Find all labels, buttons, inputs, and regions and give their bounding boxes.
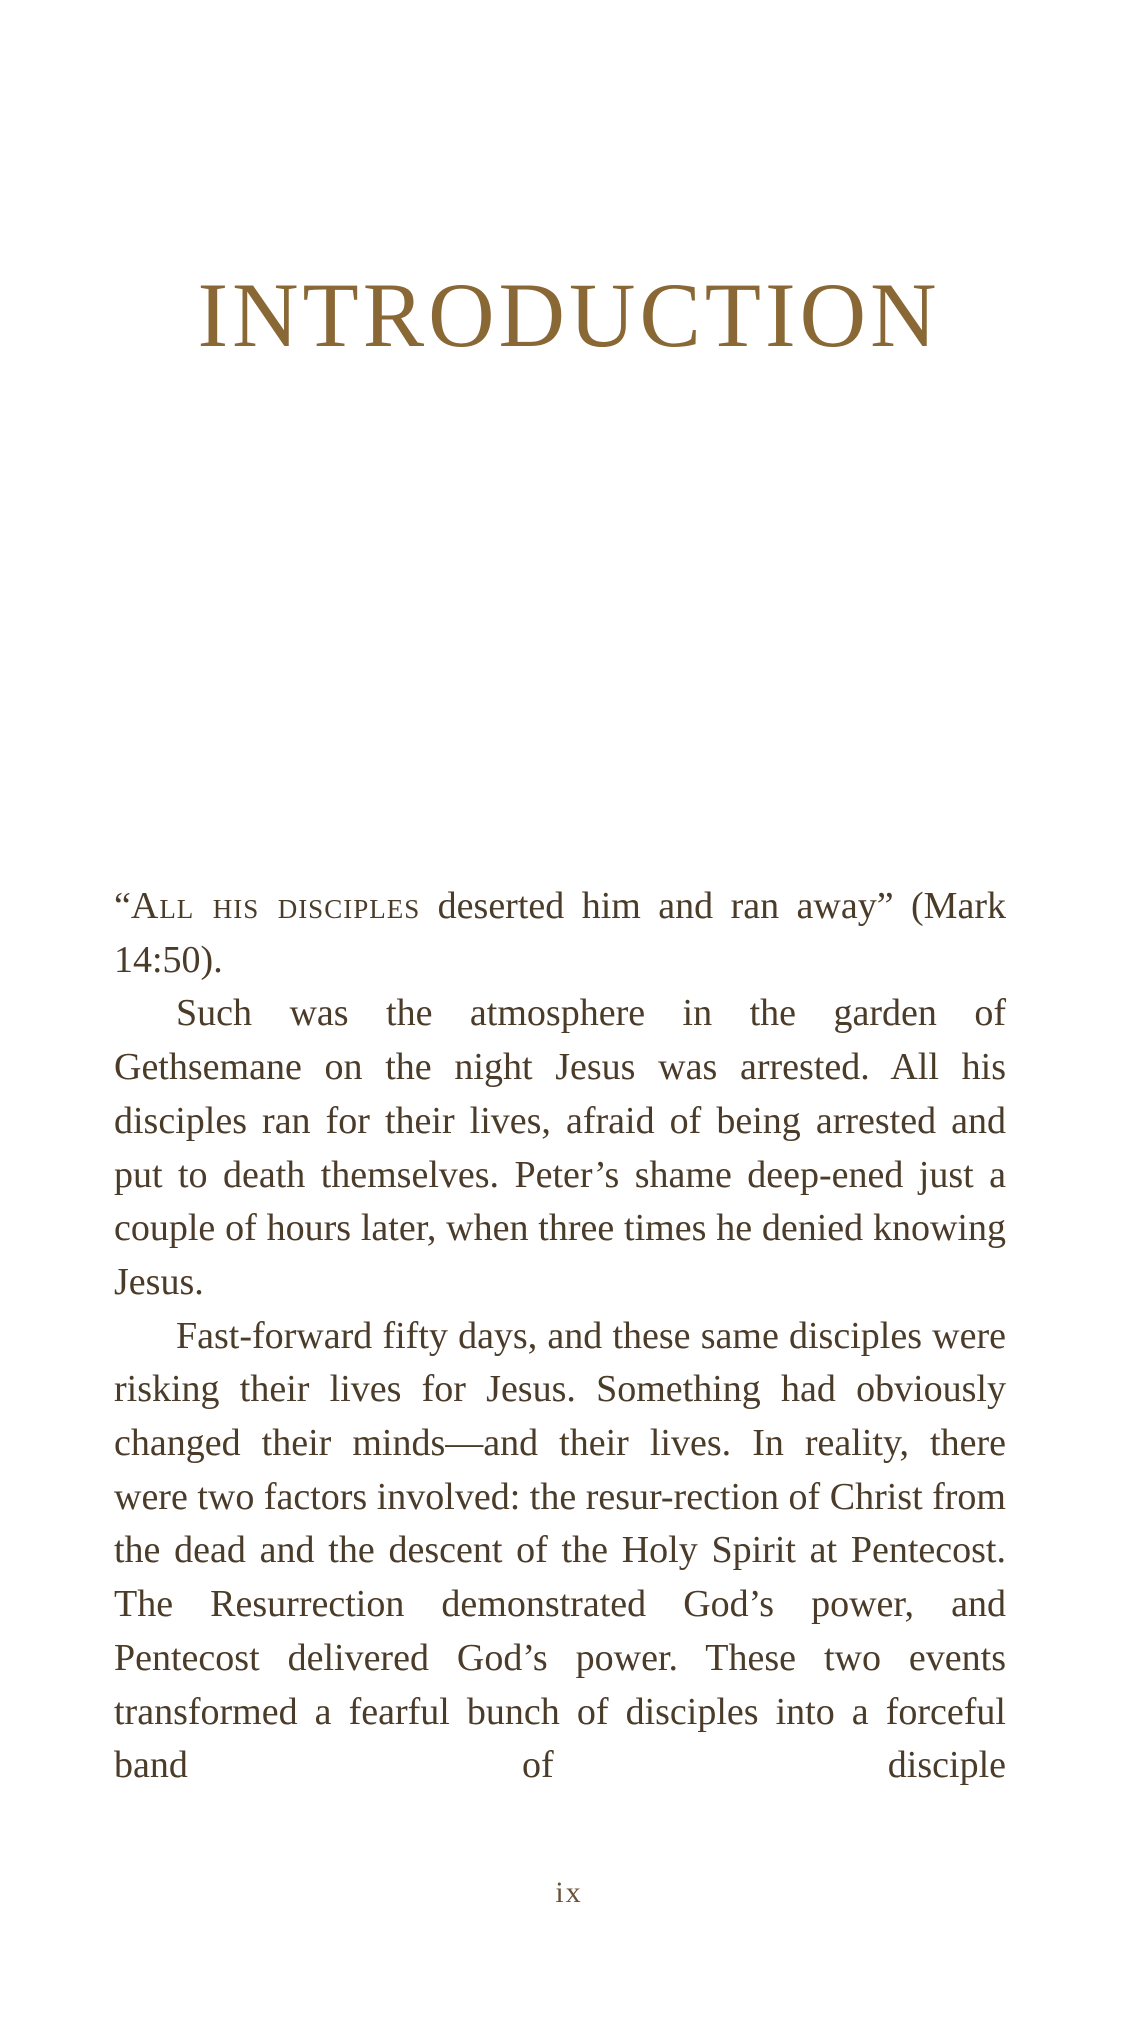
chapter-title: INTRODUCTION <box>197 264 941 366</box>
opening-quote-mark: “ <box>114 885 131 927</box>
paragraph-2: Such was the atmosphere in the garden of Gethsemane on the night Jesus was arrested. All his disciples ran for their lives, afraid of being arrested and put to death themselves. Peter’s shame deep-ened just a couple of hours later, when three times he denied knowing Jesus. <box>114 992 1006 1303</box>
paragraph-1-lead-smallcaps: All his disciples <box>130 885 421 927</box>
body-text <box>114 880 1006 1793</box>
paragraph-1-text: deserted him and ran away” (Mark 14:50). <box>114 885 1006 981</box>
paragraph-3: Fast-forward fifty days, and these same disciples were risking their lives for Jesus. Something had obviously changed their minds—and their lives. In reality, there were two factors involved: the resur-rection of Christ from the dead and the descent of the Holy Spirit at Pentecost. The Resurrection demonstrated God’s power, and Pentecost delivered God’s power. These two events transformed a fearful bunch of disciples into a forceful band of disciple <box>114 1314 1006 1787</box>
page-number: ix <box>555 1876 583 1909</box>
paragraph-1 <box>114 880 1006 987</box>
